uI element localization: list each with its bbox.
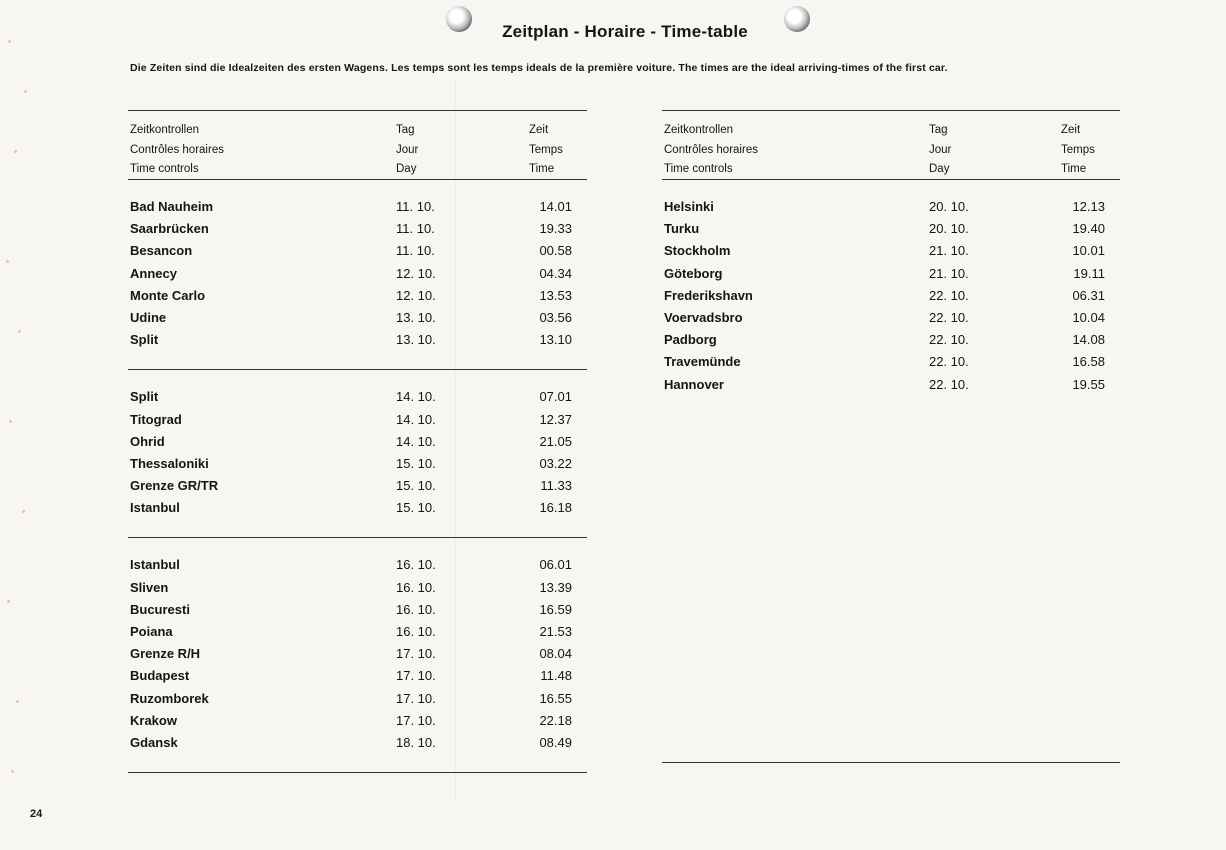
- city-cell: Bucuresti: [130, 601, 190, 617]
- table-row: [128, 409, 587, 431]
- day-cell: 13. 10.: [396, 309, 436, 325]
- day-cell: 15. 10.: [396, 455, 436, 471]
- day-cell: 20. 10.: [929, 199, 969, 214]
- day-cell: 22. 10.: [929, 354, 969, 370]
- city-cell: Travemünde: [664, 354, 741, 370]
- time-cell: 22.18: [539, 712, 572, 728]
- day-cell: 16. 10.: [396, 601, 436, 617]
- table-row: [128, 599, 587, 621]
- left-groups: [128, 180, 587, 773]
- table-row: [662, 329, 1120, 351]
- table-row: [128, 431, 587, 453]
- time-cell: 06.01: [539, 557, 572, 573]
- time-cell: 14.01: [539, 199, 572, 214]
- table-row: [128, 386, 587, 408]
- table-row: [662, 240, 1120, 262]
- left-group-3: [128, 538, 587, 773]
- table-row: [128, 732, 587, 754]
- time-cell: 19.33: [539, 221, 572, 237]
- day-cell: 14. 10.: [396, 433, 436, 449]
- timing-note: Die Zeiten sind die Idealzeiten des ersten Wagens. Les temps sont les temps ideals de la première voiture. The times are the ideal arriving-times of the first car.: [130, 62, 948, 74]
- time-cell: 19.40: [1072, 221, 1105, 237]
- table-row: [662, 218, 1120, 240]
- header-day: Tag Jour Day: [929, 124, 952, 175]
- day-cell: 22. 10.: [929, 309, 969, 325]
- time-cell: 16.59: [539, 601, 572, 617]
- day-cell: 13. 10.: [396, 332, 436, 348]
- city-cell: Frederikshavn: [664, 287, 753, 303]
- table-row: [128, 263, 587, 285]
- day-cell: 12. 10.: [396, 265, 436, 281]
- timetable-left: [128, 110, 587, 773]
- table-row: [128, 497, 587, 519]
- table-row: [128, 577, 587, 599]
- table-row: [128, 643, 587, 665]
- table-row: [128, 218, 587, 240]
- city-cell: Göteborg: [664, 265, 723, 281]
- city-cell: Poiana: [130, 624, 173, 639]
- right-bottom-rule: [662, 762, 1120, 763]
- city-cell: Thessaloniki: [130, 455, 209, 471]
- day-cell: 22. 10.: [929, 287, 969, 303]
- day-cell: 21. 10.: [929, 265, 969, 281]
- table-row: [128, 475, 587, 497]
- time-cell: 21.53: [539, 624, 572, 639]
- table-row: [128, 665, 587, 687]
- time-cell: 13.53: [539, 287, 572, 303]
- city-cell: Grenze GR/TR: [130, 478, 219, 494]
- table-header: [128, 110, 587, 180]
- time-cell: 21.05: [539, 433, 572, 449]
- time-cell: 10.01: [1072, 243, 1105, 259]
- table-header: [662, 110, 1120, 180]
- city-cell: Besancon: [130, 243, 193, 259]
- city-cell: Stockholm: [664, 243, 731, 259]
- city-cell: Monte Carlo: [130, 287, 206, 303]
- city-cell: Istanbul: [130, 557, 180, 573]
- page-title: Zeitplan - Horaire - Time-table: [502, 22, 748, 41]
- day-cell: 21. 10.: [929, 243, 969, 259]
- day-cell: 20. 10.: [929, 221, 969, 237]
- time-cell: 16.58: [1072, 354, 1105, 370]
- time-cell: 06.31: [1072, 287, 1105, 303]
- header-controls: Zeitkontrollen Contrôles horaires Time controls: [130, 124, 224, 175]
- table-row: [128, 554, 587, 576]
- city-cell: Split: [130, 332, 159, 348]
- city-cell: Ohrid: [130, 433, 165, 449]
- city-cell: Hannover: [664, 376, 724, 392]
- day-cell: 16. 10.: [396, 579, 436, 595]
- city-cell: Saarbrücken: [130, 221, 209, 237]
- day-cell: 18. 10.: [396, 734, 436, 750]
- left-group-2: [128, 370, 587, 538]
- day-cell: 14. 10.: [396, 389, 436, 405]
- day-cell: 16. 10.: [396, 557, 436, 573]
- city-cell: Bad Nauheim: [130, 199, 214, 214]
- time-cell: 12.13: [1072, 199, 1105, 214]
- time-cell: 19.55: [1072, 376, 1105, 392]
- table-row: [662, 307, 1120, 329]
- day-cell: 22. 10.: [929, 332, 969, 348]
- city-cell: Sliven: [130, 579, 169, 595]
- day-cell: 17. 10.: [396, 690, 436, 706]
- day-cell: 16. 10.: [396, 624, 436, 639]
- city-cell: Gdansk: [130, 734, 178, 750]
- table-row: [128, 285, 587, 307]
- day-cell: 17. 10.: [396, 668, 436, 684]
- time-cell: 16.55: [539, 690, 572, 706]
- header-time: Zeit Temps Time: [529, 124, 563, 175]
- time-cell: 04.34: [539, 265, 572, 281]
- day-cell: 11. 10.: [396, 199, 435, 214]
- table-row: [128, 710, 587, 732]
- city-cell: Helsinki: [664, 199, 714, 214]
- table-row: [128, 307, 587, 329]
- table-row: [662, 263, 1120, 285]
- city-cell: Krakow: [130, 712, 177, 728]
- header-controls: Zeitkontrollen Contrôles horaires Time controls: [664, 124, 758, 175]
- city-cell: Padborg: [664, 332, 717, 348]
- city-cell: Annecy: [130, 265, 177, 281]
- time-cell: 03.22: [539, 455, 572, 471]
- city-cell: Udine: [130, 309, 167, 325]
- timetable-right: [662, 110, 1120, 414]
- time-cell: 14.08: [1072, 332, 1105, 348]
- time-cell: 19.11: [1073, 265, 1105, 281]
- table-row: [128, 688, 587, 710]
- city-cell: Titograd: [130, 411, 182, 427]
- time-cell: 00.58: [539, 243, 572, 259]
- time-cell: 13.10: [539, 332, 572, 348]
- day-cell: 17. 10.: [396, 712, 436, 728]
- table-row: [128, 196, 587, 218]
- table-row: [662, 374, 1120, 396]
- city-cell: Turku: [664, 221, 700, 237]
- time-cell: 12.37: [539, 411, 572, 427]
- day-cell: 14. 10.: [396, 411, 436, 427]
- header-time: Zeit Temps Time: [1061, 124, 1095, 175]
- day-cell: 11. 10.: [396, 243, 435, 259]
- time-cell: 10.04: [1072, 309, 1105, 325]
- city-cell: Split: [130, 389, 159, 405]
- time-cell: 08.49: [539, 734, 572, 750]
- table-row: [662, 351, 1120, 373]
- time-cell: 11.48: [540, 668, 572, 684]
- time-cell: 03.56: [539, 309, 572, 325]
- day-cell: 15. 10.: [396, 478, 436, 494]
- city-cell: Voervadsbro: [664, 309, 743, 325]
- time-cell: 07.01: [539, 389, 572, 405]
- time-cell: 11.33: [540, 478, 572, 494]
- day-cell: 17. 10.: [396, 646, 436, 662]
- time-cell: 16.18: [539, 500, 572, 516]
- table-row: [128, 329, 587, 351]
- table-row: [662, 196, 1120, 218]
- day-cell: 11. 10.: [396, 221, 435, 237]
- table-row: [662, 285, 1120, 307]
- city-cell: Grenze R/H: [130, 646, 201, 662]
- right-group: [662, 180, 1120, 414]
- page-number: 24: [30, 808, 43, 820]
- left-group-1: [128, 180, 587, 370]
- city-cell: Ruzomborek: [130, 690, 209, 706]
- day-cell: 12. 10.: [396, 287, 436, 303]
- city-cell: Istanbul: [130, 500, 180, 516]
- day-cell: 15. 10.: [396, 500, 436, 516]
- header-day: Tag Jour Day: [396, 124, 419, 175]
- table-row: [128, 453, 587, 475]
- city-cell: Budapest: [130, 668, 190, 684]
- table-row: [128, 621, 587, 643]
- table-row: [128, 240, 587, 262]
- day-cell: 22. 10.: [929, 376, 969, 392]
- time-cell: 13.39: [539, 579, 572, 595]
- time-cell: 08.04: [539, 646, 572, 662]
